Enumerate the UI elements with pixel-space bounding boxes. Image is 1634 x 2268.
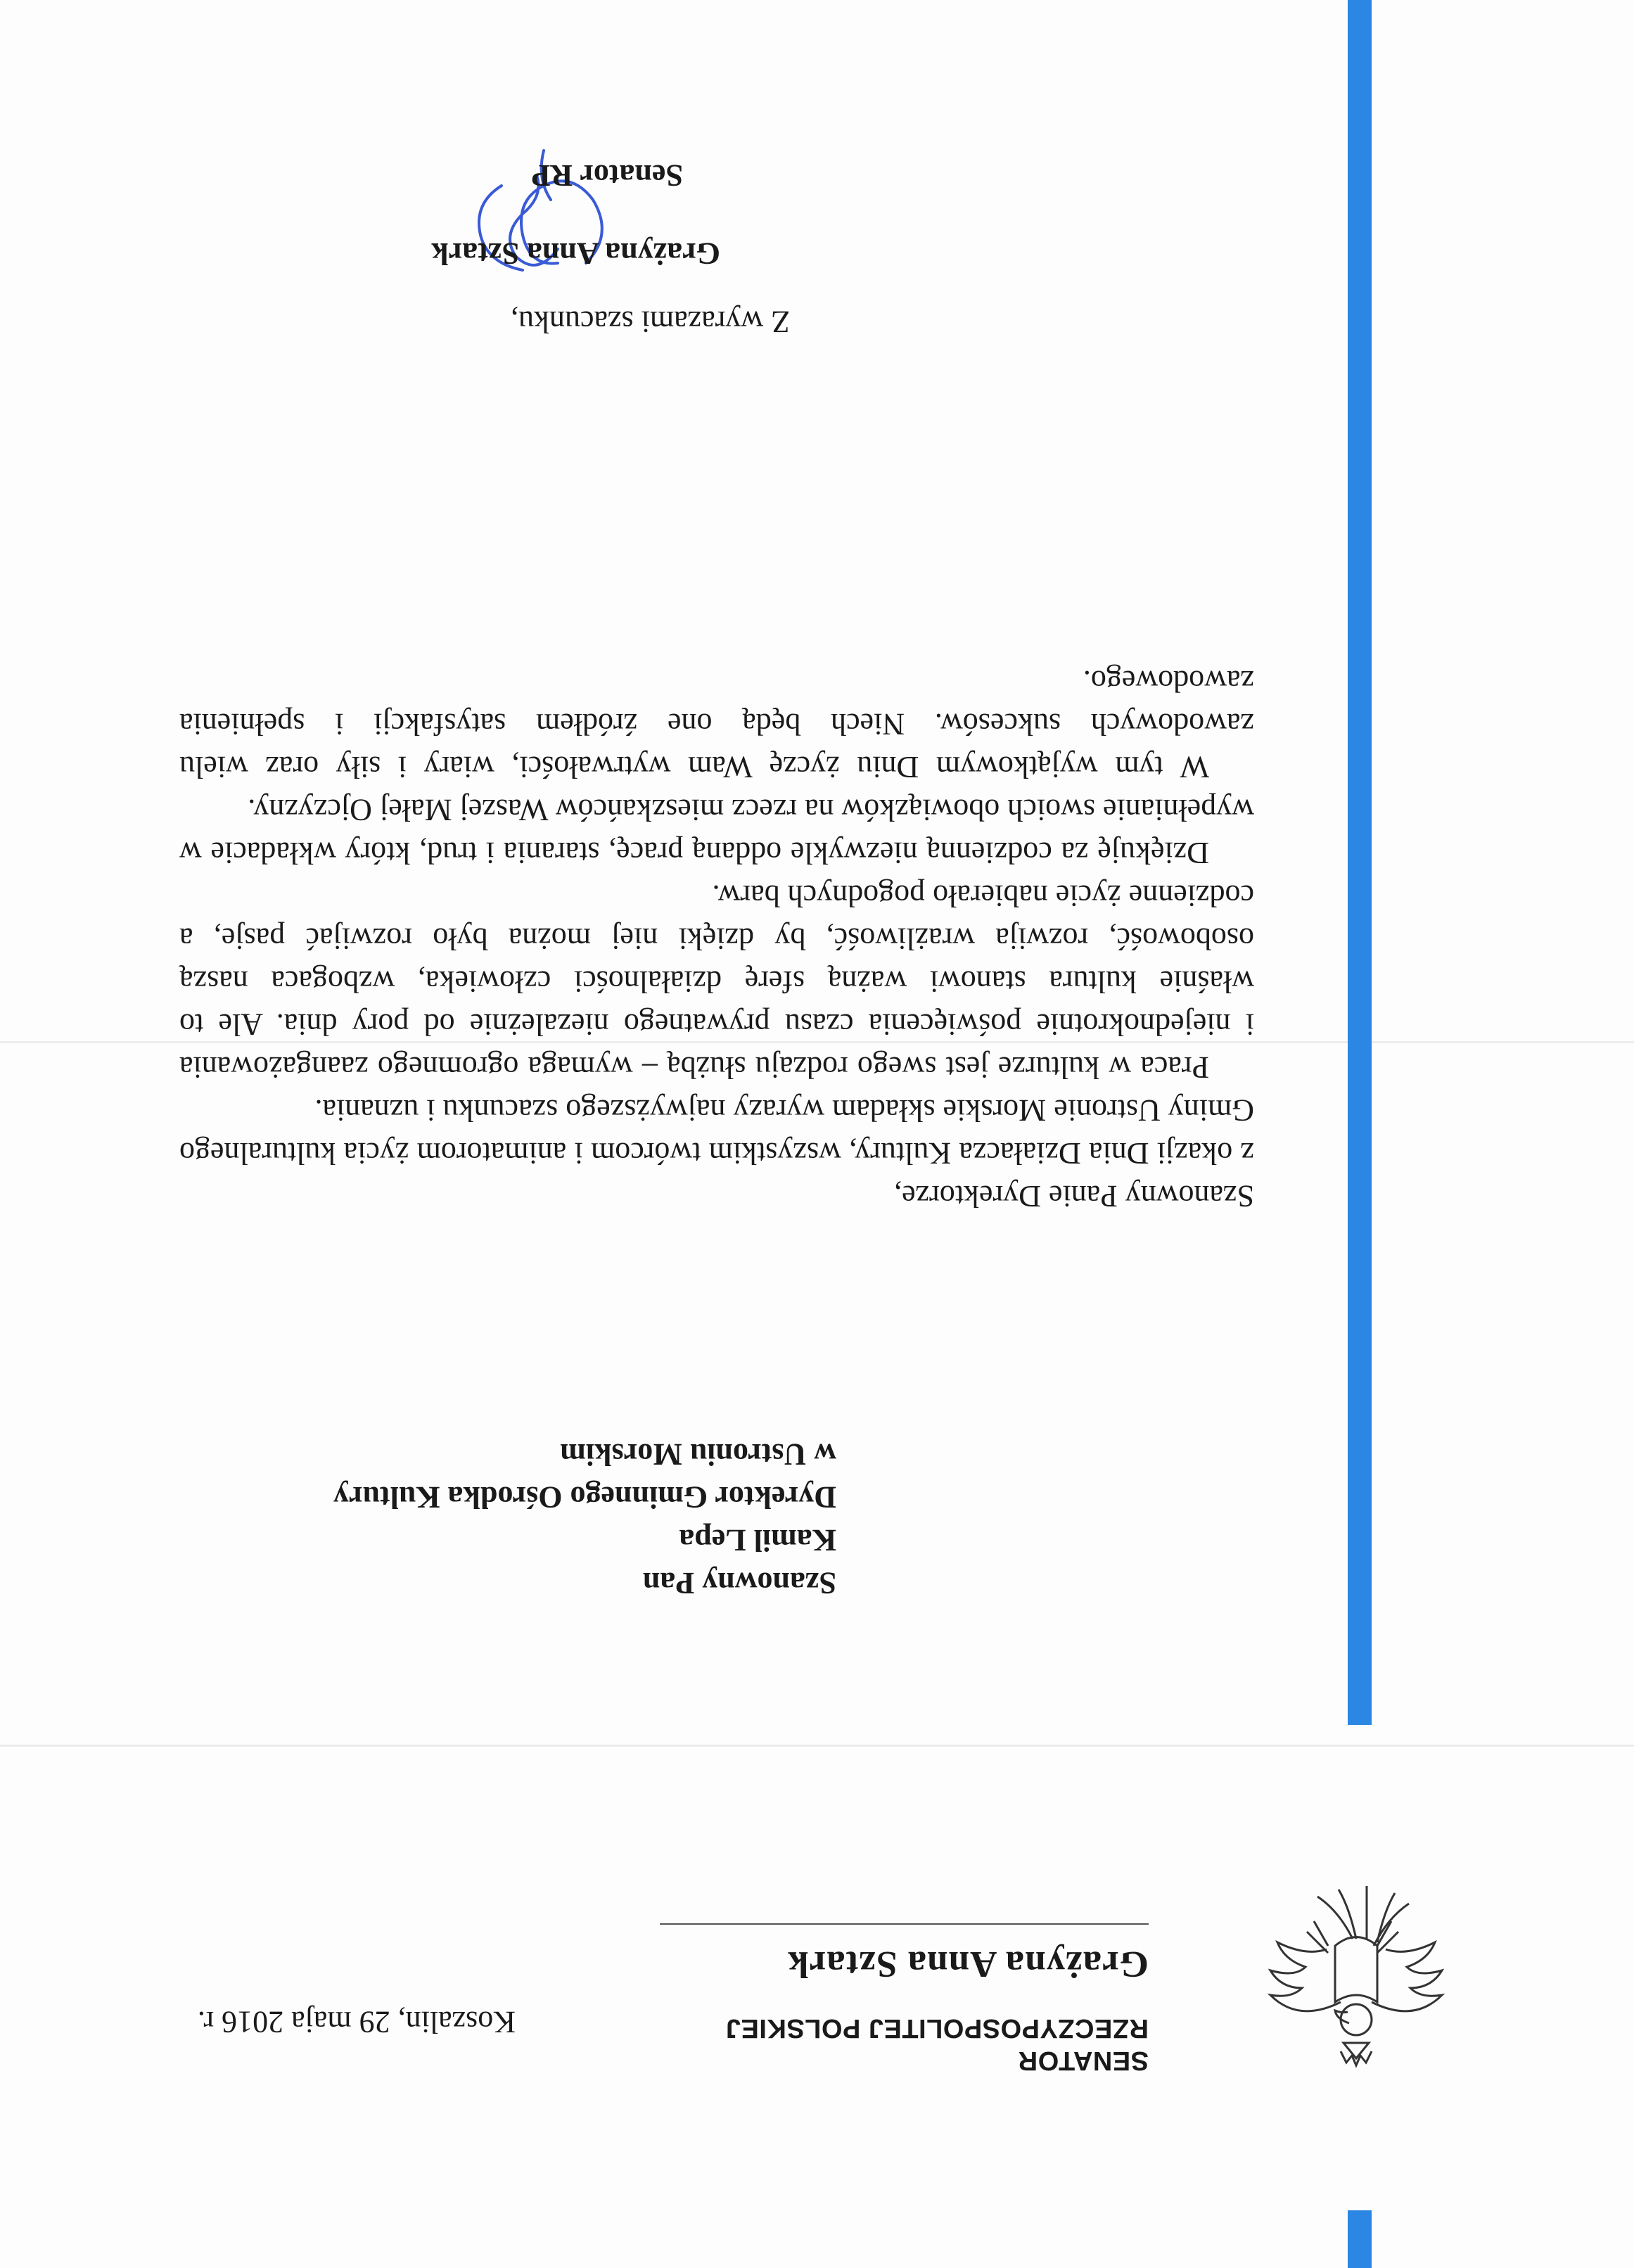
letter-body xyxy=(179,660,1254,1218)
salutation: Szanowny Panie Dyrektorze, xyxy=(894,1179,1254,1213)
recipient-line: Szanowny Pan xyxy=(642,1566,836,1600)
signatory-name: Grażyna Anna Sztark xyxy=(431,236,720,271)
paragraph: Praca w kulturze jest swego rodzaju służbą – wymaga ogromnego zaangażowania i niejednokrotnie poświęcenia czasu prywatnego niezależnie od pory dnia. Ale to właśnie kultura stanowi ważną sferę działalności człowieka, wzbogaca naszą osobowość, rozwija wrażliwość, by dzięki niej można było rozwijać pasje, a codzienne życie nabierało pogodnych barw. xyxy=(179,879,1254,1085)
recipient-line: w Ustroniu Morskim xyxy=(560,1437,836,1472)
letter-date: Koszalin, 29 maja 2016 r. xyxy=(197,2005,516,2039)
paragraph: W tym wyjątkowym Dniu życzę Wam wytrwałości, wiary i siły oraz wielu zawodowych sukcesów. Niech będą one źródłem satysfakcji i spełnienia zawodowego. xyxy=(179,664,1254,784)
recipient-line: Kamil Lepa xyxy=(679,1523,836,1557)
paragraph: Dziękuję za codzienną niezwykle oddaną pracę, starania i trud, który wkładacie w wypełnianie swoich obowiązków na rzecz mieszkańców Waszej Małej Ojczyzny. xyxy=(179,793,1254,870)
recipient-block xyxy=(333,1433,836,1605)
letterhead-divider xyxy=(660,1923,1149,1925)
letterhead-title xyxy=(725,2012,1149,2077)
polish-eagle-emblem-icon xyxy=(1258,1868,1455,2079)
recipient-line: Dyrektor Gminnego Ośrodka Kultury xyxy=(333,1480,836,1515)
letterhead-name: Grażyna Anna Sztark xyxy=(787,1944,1149,1984)
letterhead-title-line2: RZECZYPOSPOLITEJ POLSKIEJ xyxy=(725,2013,1149,2043)
closing-regards: Z wyrazami szacunku, xyxy=(510,305,790,339)
signatory-role: Senator RP xyxy=(531,158,683,193)
paragraph: z okazji Dnia Działacza Kultury, wszystkim twórcom i animatorom życia kulturalnego Gminy Ustronie Morskie składam wyrazy najwyższego szacunku i uznania. xyxy=(179,1093,1254,1171)
letterhead-title-line1: SENATOR xyxy=(1018,2046,1149,2075)
